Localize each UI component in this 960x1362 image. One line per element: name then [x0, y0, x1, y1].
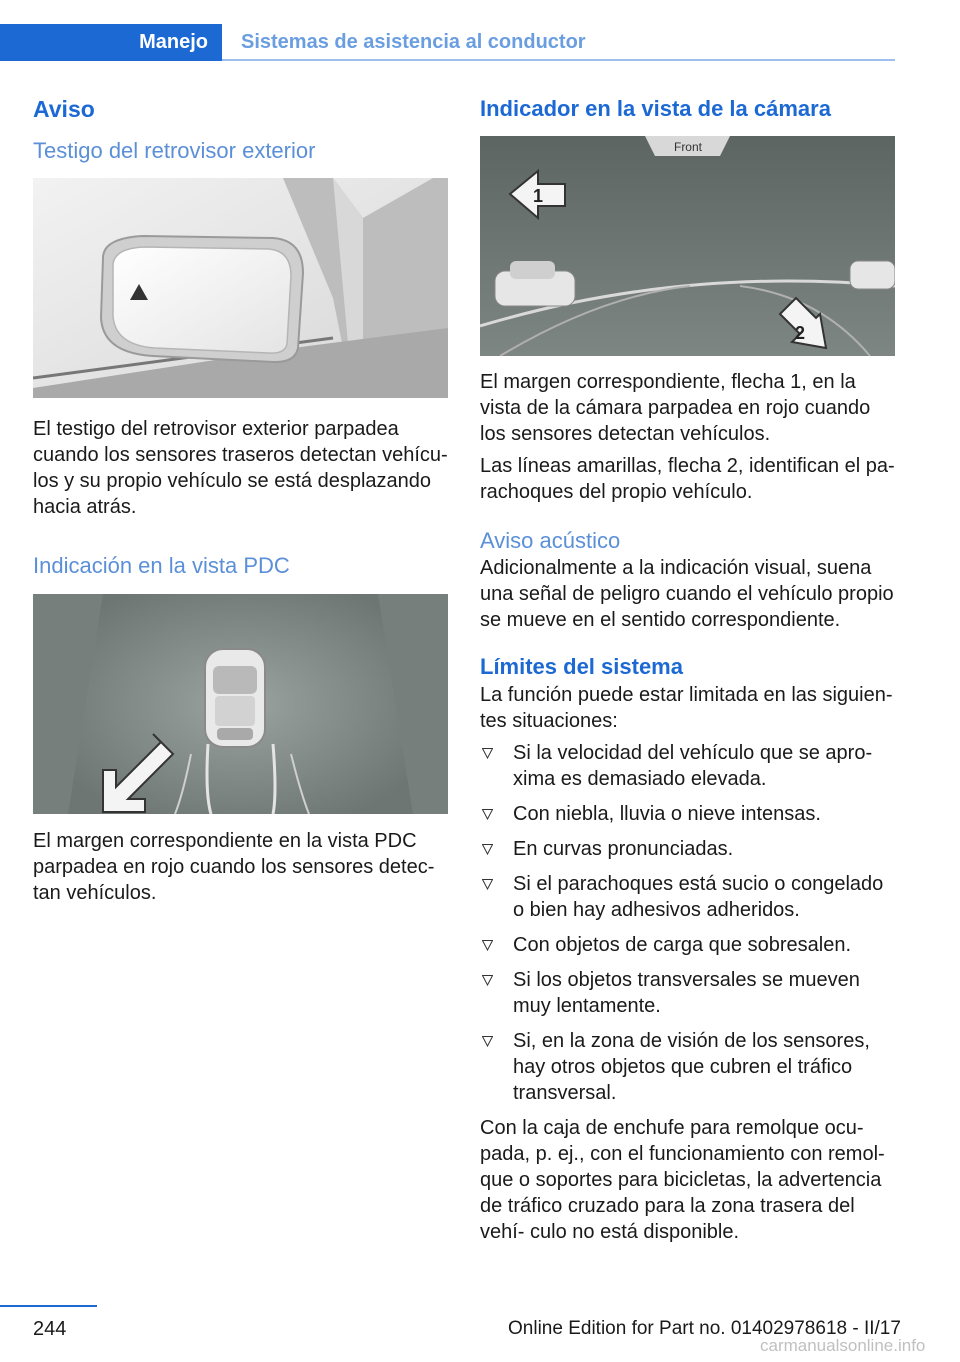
list-item: Con niebla, lluvia o nieve intensas. — [480, 801, 895, 827]
right-column — [480, 95, 895, 1245]
camera-view-figure — [480, 136, 895, 356]
page-number: 244 — [33, 1318, 67, 1340]
acoustic-warning-text: Adicionalmente a la indicación visual, suena una señal de peligro cuando el vehículo propio se mueve en el sentido correspondiente. — [480, 557, 894, 632]
header-chapter-title: Sistemas de asistencia al conductor — [241, 31, 586, 53]
pdc-view-text: El margen correspondiente en la vista PDC parpadea en rojo cuando los sensores detec‐ tan vehículos. — [33, 830, 435, 905]
edition-note: Online Edition for Part no. 01402978618 - II/17 — [508, 1318, 901, 1339]
heading-camera-view: Indicador en la vista de la cámara — [480, 96, 831, 121]
list-item: Si los objetos transversales se mueven muy lentamente. — [480, 967, 895, 1019]
camera-front-label: Front — [673, 139, 703, 154]
header-section-tab: Manejo — [0, 24, 222, 61]
system-limits-intro: La función puede estar limitada en las siguien‐ tes situaciones: — [480, 683, 893, 732]
trailer-socket-text: Con la caja de enchufe para remolque ocu‐ pada, p. ej., con el funcionamiento con remol‐ que o soportes para bicicletas, la advertencia de tráfico cruzado para la zona trasera del vehí‐ culo no está disponible. — [480, 1116, 885, 1243]
left-column — [33, 95, 448, 906]
callout-1: 1 — [532, 185, 544, 206]
bullet-triangle-icon — [482, 940, 493, 951]
car-top-view — [205, 649, 265, 747]
bullet-triangle-icon — [482, 844, 493, 855]
camera-view-text-2: Las líneas amarillas, flecha 2, identifican el pa‐ rachoques del propio vehículo. — [480, 454, 895, 503]
bullet-triangle-icon — [482, 809, 493, 820]
heading-acoustic-warning: Aviso acústico — [480, 527, 621, 553]
heading-mirror-indicator: Testigo del retrovisor exterior — [33, 137, 316, 163]
heading-warning: Aviso — [33, 96, 95, 122]
mirror-indicator-text: El testigo del retrovisor exterior parpadea cuando los sensores traseros detectan vehícu‐ los y su propio vehículo se está desplazando hacia atrás. — [33, 418, 448, 519]
bullet-triangle-icon — [482, 879, 493, 890]
heading-system-limits: Límites del sistema — [480, 654, 683, 680]
list-item: Con objetos de carga que sobresalen. — [480, 932, 895, 958]
bullet-triangle-icon — [482, 748, 493, 759]
mirror-indicator-figure — [33, 178, 448, 398]
list-item: En curvas pronunciadas. — [480, 836, 895, 862]
page-header — [0, 24, 895, 61]
heading-pdc-view: Indicación en la vista PDC — [33, 553, 290, 579]
system-limits-list — [480, 740, 895, 1106]
list-item: Si, en la zona de visión de los sensores, hay otros objetos que cubren el tráfico transversal. — [480, 1028, 895, 1106]
bullet-triangle-icon — [482, 975, 493, 986]
bullet-triangle-icon — [482, 1036, 493, 1047]
watermark: carmanualsonline.info — [760, 1336, 926, 1355]
camera-view-text-1: El margen correspondiente, flecha 1, en la vista de la cámara parpadea en rojo cuando los sensores detectan vehículos. — [480, 370, 871, 445]
list-item: Si la velocidad del vehículo que se apro‐ xima es demasiado elevada. — [480, 740, 895, 792]
pdc-view-figure — [33, 594, 448, 814]
callout-2: 2 — [794, 322, 806, 343]
header-rule — [222, 59, 895, 61]
footer-rule — [0, 1305, 97, 1307]
list-item: Si el parachoques está sucio o congelado o bien hay adhesivos adheridos. — [480, 871, 895, 923]
vehicle-right — [850, 261, 895, 289]
